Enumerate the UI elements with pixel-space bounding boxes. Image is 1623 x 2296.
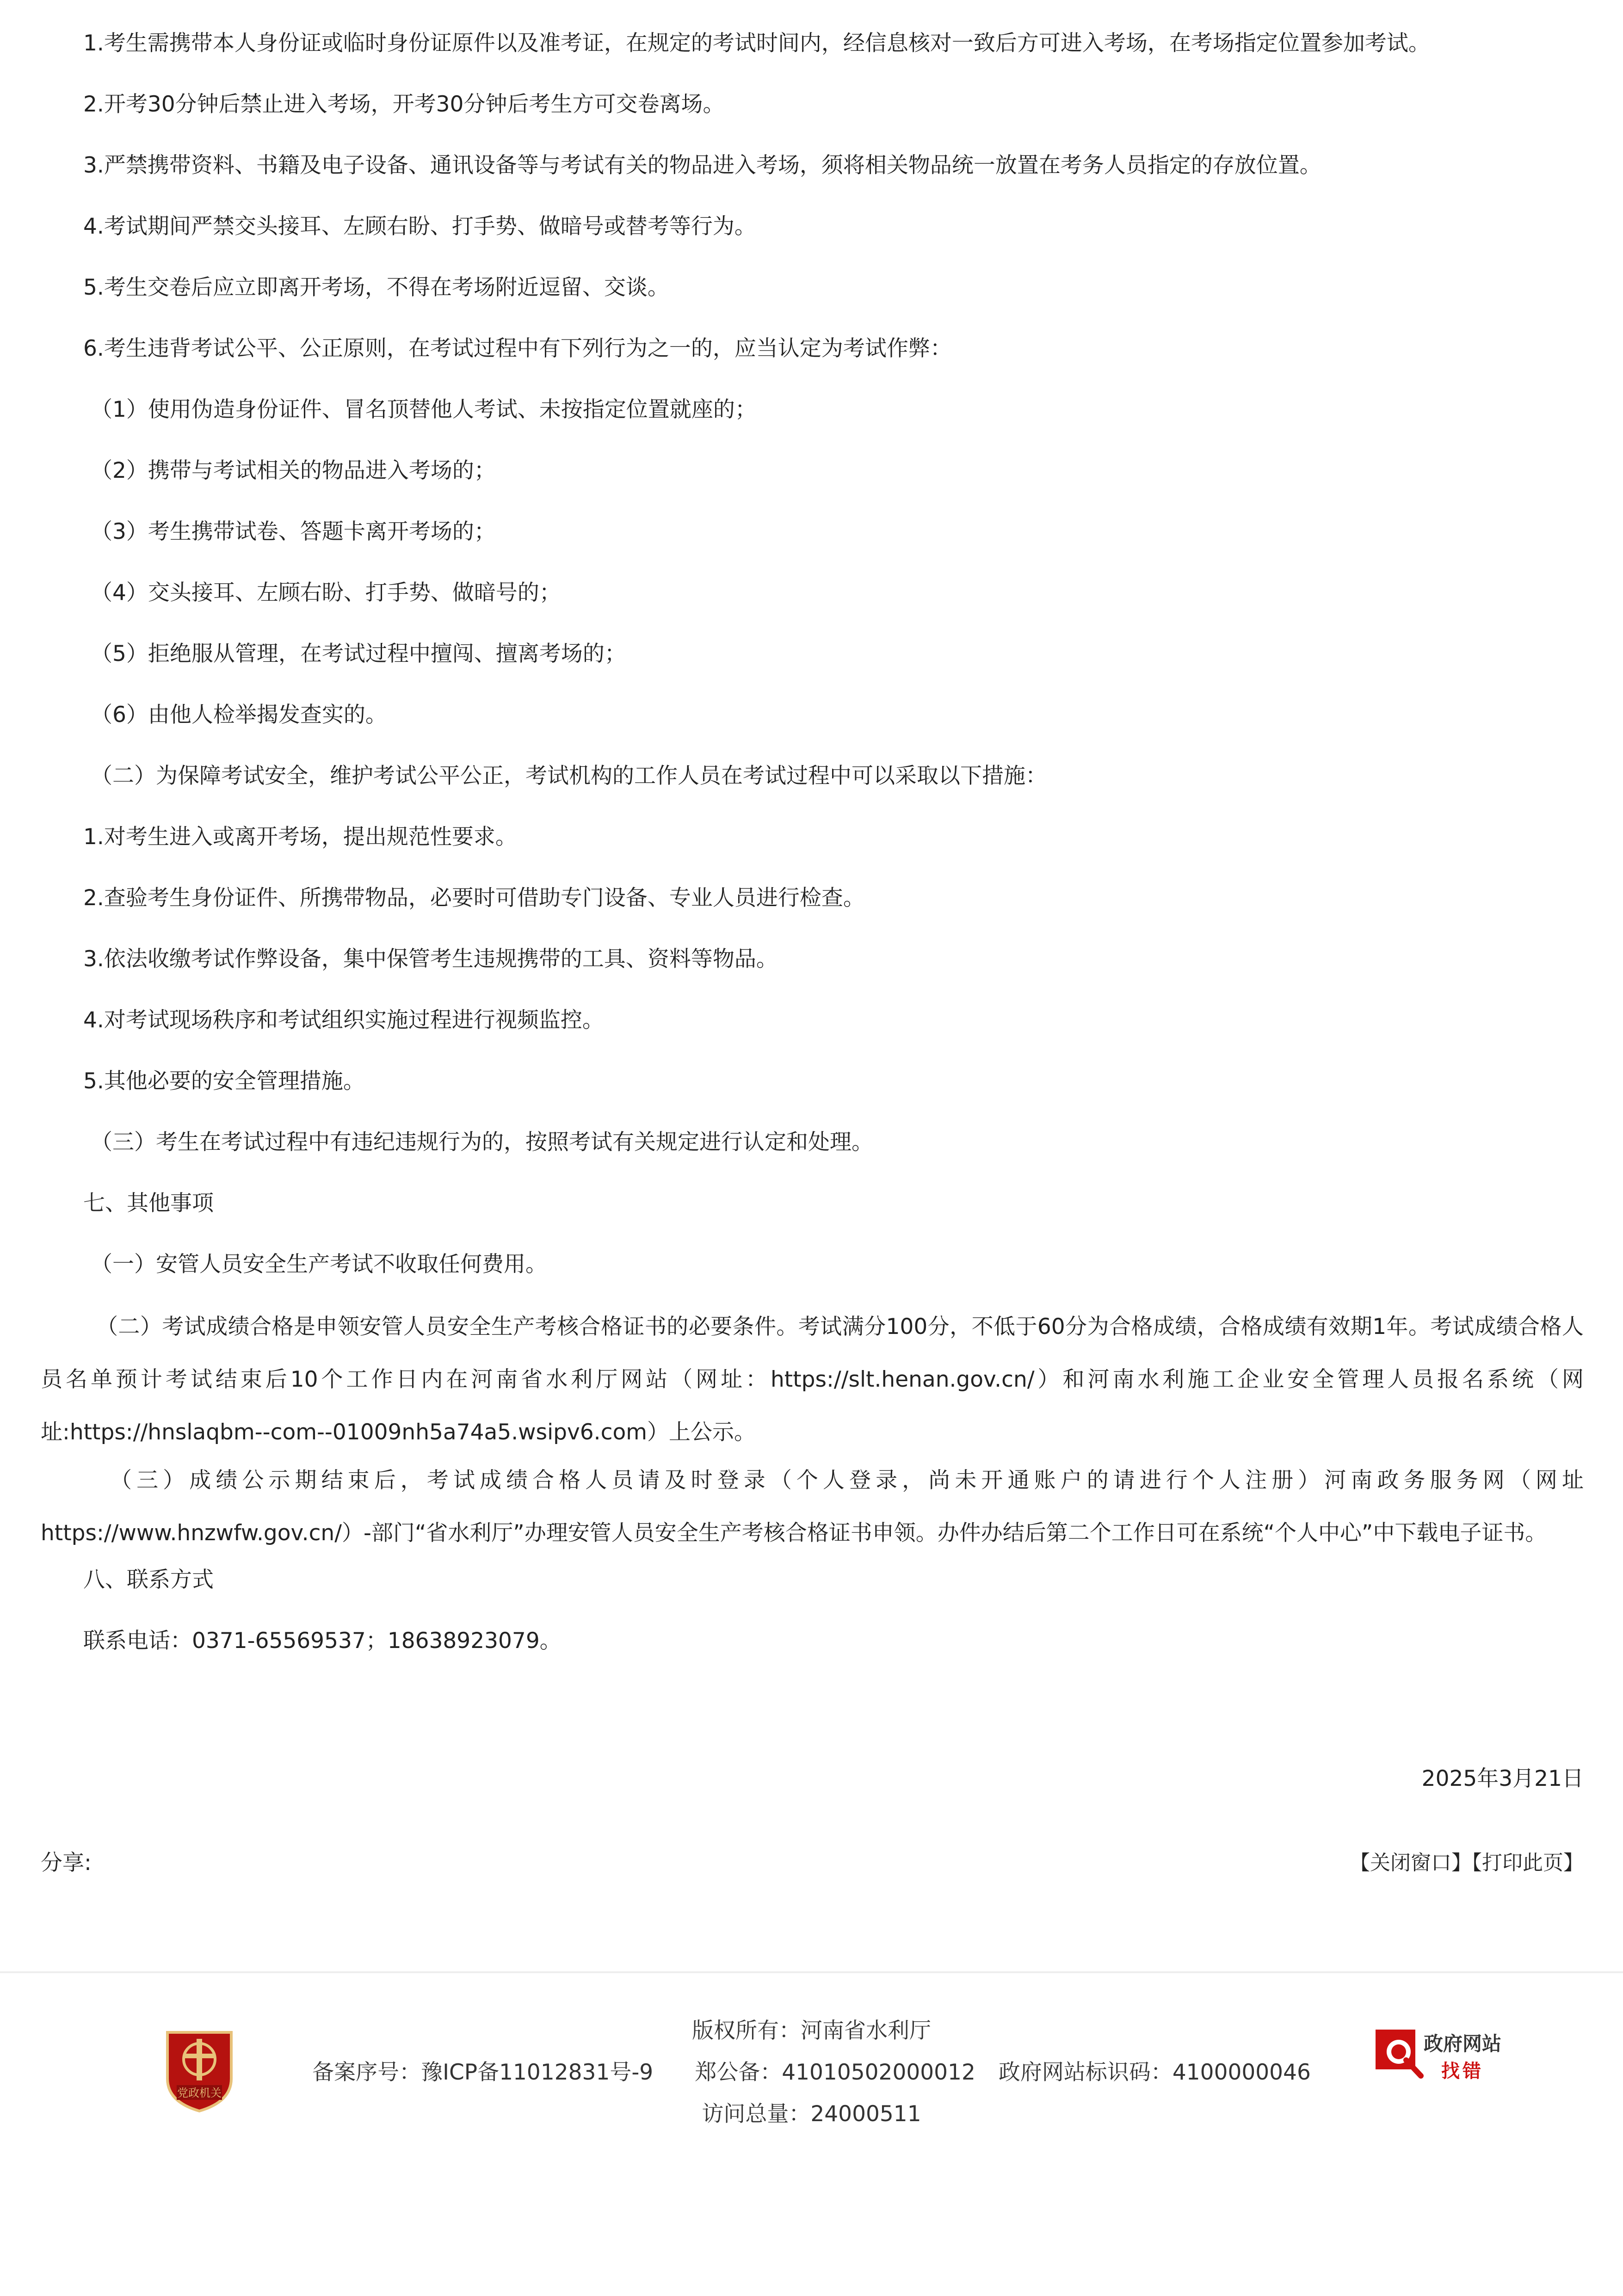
cheating-item-4: （4）交头接耳、左顾右盼、打手势、做暗号的； — [91, 580, 561, 605]
rule-line-2: 2.开考30分钟后禁止进入考场，开考30分钟后考生方可交卷离场。 — [83, 92, 725, 117]
cheating-item-5: （5）拒绝服从管理，在考试过程中擅闯、擅离考场的； — [91, 641, 626, 667]
site-footer — [0, 1973, 1623, 2296]
rule-line-1: 1.考生需携带本人身份证或临时身份证原件以及准考证，在规定的考试时间内，经信息核对一致后方可进入考场，在考场指定位置参加考试。 — [83, 31, 1430, 56]
results-paragraph: （二）考试成绩合格是申领安管人员安全生产考核合格证书的必要条件。考试满分100分，不低于60分为合格成绩，合格成绩有效期1年。考试成绩合格人员名单预计考试结束后10个工作日内在河南省水利厅网站（网址：https://slt.henan.gov.cn/）和河南水利施工企业安全管理人员报名系统（网址:https://hnslaqbm--com--01009nh5a74a5.wsipv6.com）上公示。 — [41, 1314, 1584, 1445]
no-fee-note: （一）安管人员安全生产考试不收取任何费用。 — [91, 1252, 547, 1277]
measure-2: 2.查验考生身份证件、所携带物品，必要时可借助专门设备、专业人员进行检查。 — [83, 885, 865, 911]
section-other-matters: 七、其他事项 — [83, 1191, 214, 1216]
share-label: 分享: — [41, 1850, 92, 1876]
measure-5: 5.其他必要的安全管理措施。 — [83, 1068, 365, 1094]
gov-logo-subtitle: 找错 — [1441, 2061, 1484, 2082]
measure-4: 4.对考试现场秩序和考试组织实施过程进行视频监控。 — [83, 1007, 604, 1033]
rule-line-6: 6.考生违背考试公平、公正原则，在考试过程中有下列行为之一的，应当认定为考试作弊： — [83, 336, 952, 361]
article-body — [41, 28, 1584, 1686]
footer-copyright: 版权所有：河南省水利厅 — [692, 2018, 931, 2043]
share-bar — [41, 1847, 1584, 1879]
cheating-item-1: （1）使用伪造身份证件、冒名顶替他人考试、未按指定位置就座的； — [91, 397, 757, 422]
footer-site-code: 政府网站标识码：4100000046 — [998, 2060, 1311, 2085]
contact-phone: 联系电话：0371-65569537；18638923079。 — [83, 1628, 562, 1654]
party-logo-text: 党政机关 — [177, 2086, 222, 2099]
gov-website-error-report-icon[interactable] — [1373, 2021, 1512, 2086]
measure-3: 3.依法收缴考试作弊设备，集中保管考生违规携带的工具、资料等物品。 — [83, 946, 778, 972]
measures-heading: （二）为保障考试安全，维护考试公平公正，考试机构的工作人员在考试过程中可以采取以下措施： — [91, 763, 1047, 789]
cheating-item-6: （6）由他人检举揭发查实的。 — [91, 702, 387, 728]
rule-line-4: 4.考试期间严禁交头接耳、左顾右盼、打手势、做暗号或替考等行为。 — [83, 214, 756, 239]
page-actions — [1350, 1847, 1584, 1879]
violation-handling: （三）考生在考试过程中有违纪违规行为的，按照考试有关规定进行认定和处理。 — [91, 1129, 873, 1155]
print-page-link[interactable]: 【打印此页】 — [1472, 1851, 1584, 1875]
certificate-paragraph: （三）成绩公示期结束后，考试成绩合格人员请及时登录（个人登录，尚未开通账户的请进行个人注册）河南政务服务网（网址https://www.hnzwfw.gov.cn/）-部门“省水利厅”办理安管人员安全生产考核合格证书申领。办件办结后第二个工作日可在系统“个人中心”中下载电子证书。 — [41, 1468, 1584, 1546]
cheating-item-3: （3）考生携带试卷、答题卡离开考场的； — [91, 519, 496, 544]
section-contact: 八、联系方式 — [83, 1567, 214, 1592]
footer-visits: 访问总量：24000511 — [702, 2101, 921, 2127]
footer-icp[interactable]: 备案序号：豫ICP备11012831号-9 — [312, 2060, 654, 2085]
cheating-item-2: （2）携带与考试相关的物品进入考场的； — [91, 458, 496, 483]
gov-logo-title: 政府网站 — [1424, 2032, 1502, 2055]
close-window-link[interactable]: 【关闭窗口】 — [1350, 1851, 1472, 1875]
measure-1: 1.对考生进入或离开考场，提出规范性要求。 — [83, 824, 517, 850]
publish-date: 2025年3月21日 — [1421, 1766, 1584, 1791]
rule-line-3: 3.严禁携带资料、书籍及电子设备、通讯设备等与考试有关的物品进入考场，须将相关物品统一放置在考务人员指定的存放位置。 — [83, 153, 1321, 178]
footer-police-record[interactable]: 郑公备：41010502000012 — [695, 2060, 975, 2085]
rule-line-5: 5.考生交卷后应立即离开考场，不得在考场附近逗留、交谈。 — [83, 275, 669, 300]
